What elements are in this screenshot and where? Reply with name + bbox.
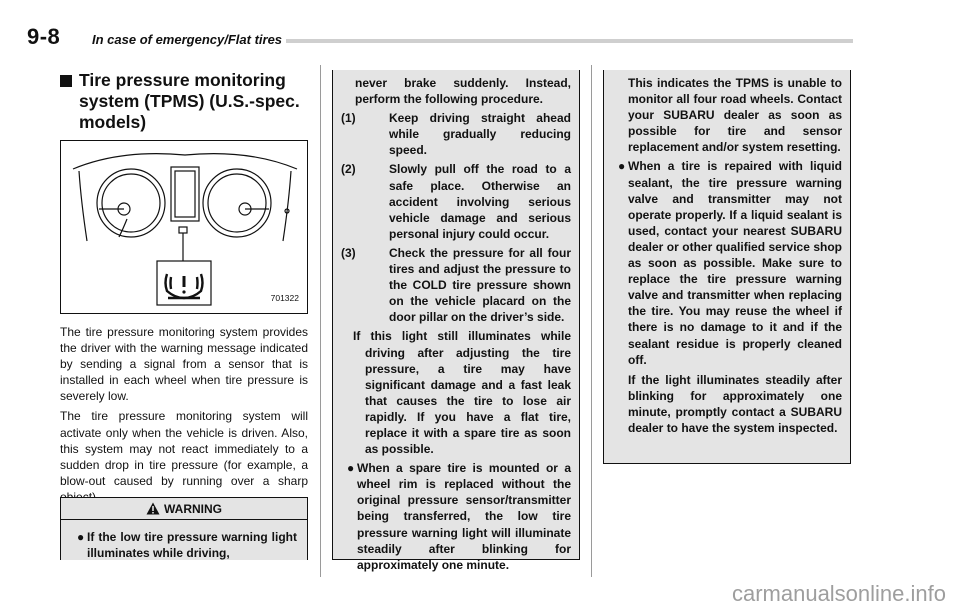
bullet-icon: ●	[77, 530, 85, 544]
warning-item-2-cont: This indicates the TPMS is unable to monitor all four road wheels. Contact your SUBARU dealer as soon as possible for tire and sensor replacement and/or system resetting.	[628, 76, 842, 155]
warning-step-3	[341, 245, 571, 325]
bullet-icon: ●	[347, 461, 355, 476]
body-paragraph-1: The tire pressure monitoring system provides the driver with the warning message indicated by sending a signal from a sensor that is installed in each wheel when tire pressure is severely low.	[60, 325, 308, 404]
section-title-line-2: system (TPMS) (U.S.-spec.	[79, 91, 300, 111]
body-paragraphs	[60, 324, 308, 509]
header-rule	[286, 39, 853, 43]
instrument-cluster-figure	[60, 140, 308, 314]
warning-step-2	[341, 161, 571, 241]
warning-body-col3	[603, 70, 851, 464]
section-heading	[60, 70, 308, 133]
section-bullet-icon	[60, 75, 72, 87]
step-number: (3)	[341, 245, 356, 260]
step-text: Check the pressure for all four tires and adjust the pressure to the COLD tire pressure shown on the vehicle placard on the door pillar on the driver’s side.	[389, 245, 571, 325]
warning-body-col2	[332, 70, 580, 572]
section-title-line-1: Tire pressure monitoring	[79, 70, 286, 90]
warning-label: WARNING	[164, 501, 222, 516]
column-divider-right	[591, 65, 592, 577]
warning-item-1-start: If the low tire pressure warning light illuminates while driving,	[87, 530, 297, 561]
step-text: Keep driving straight ahead while gradually reducing speed.	[389, 111, 571, 158]
warning-item-2-text: When a spare tire is mounted or a wheel rim is replaced without the original pressure sensor/transmitter being transferred, the low tire pressure warning light will illuminate steadily after blinking for approximately one minute.	[357, 461, 571, 572]
section-title-line-3: models)	[79, 112, 147, 132]
column-divider-left	[320, 65, 321, 577]
warning-item-1-cont: never brake suddenly. Instead, perform the following procedure.	[355, 76, 571, 107]
page-number: 9-8	[27, 24, 61, 49]
warning-item-3	[612, 158, 842, 367]
warning-item-3-text: When a tire is repaired with liquid sealant, the tire pressure warning valve and transmitter may not operate properly. If a liquid sealant is used, contact your nearest SUBARU dealer or other qualified service shop as soon as possible. Make sure to replace the tire pressure warning valve and transmitter when replacing the tire. You may reuse the wheel if there is no damage to it and if the sealant residue is properly cleaned off.	[628, 159, 842, 367]
tpms-warning-icon	[166, 274, 203, 298]
warning-item-2	[341, 460, 571, 573]
bullet-icon: ●	[618, 159, 626, 174]
warning-still-on-paragraph: If this light still illuminates while driving after adjusting the tire pressure, a tire may have significant damage and a fast leak that causes the tire to lose air rapidly. If you have a flat tire, replace it with a spare tire as soon as possible.	[353, 329, 571, 457]
step-number: (2)	[341, 162, 356, 177]
figure-id: 701322	[270, 293, 299, 303]
warning-step-1	[341, 110, 571, 158]
watermark: carmanualsonline.info	[731, 581, 946, 606]
warning-body-col1	[60, 520, 308, 560]
warning-item-1	[71, 529, 297, 561]
warning-header	[60, 497, 308, 520]
body-paragraph-2: The tire pressure monitoring system will activate only when the vehicle is driven. Also, this system may not react immediately to a sudden drop in tire pressure (for example, a blow-out caused by running over a sharp	[60, 409, 308, 488]
warning-item-3-paragraph: If the light illuminates steadily after blinking for approximately one minute, promptly contact a SUBARU dealer to have the system inspected.	[628, 372, 842, 435]
warning-triangle-icon	[146, 502, 160, 515]
instrument-cluster-illustration	[61, 141, 309, 315]
step-number: (1)	[341, 111, 356, 126]
chapter-title: In case of emergency/Flat tires	[92, 32, 283, 47]
step-text: Slowly pull off the road to a safe place. Otherwise an accident involving serious vehicle damage and serious personal injury could occur.	[389, 162, 571, 241]
